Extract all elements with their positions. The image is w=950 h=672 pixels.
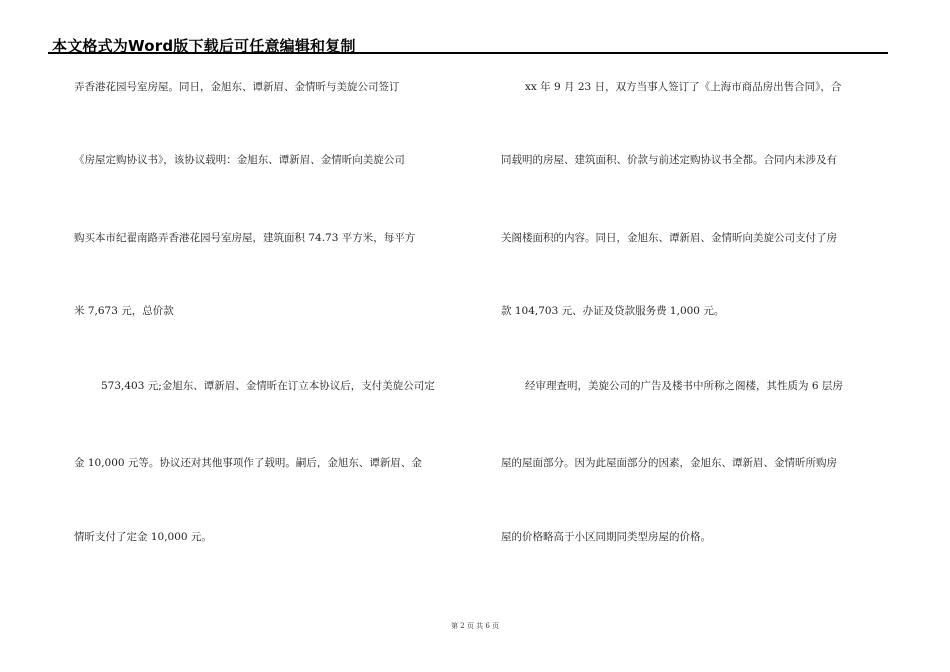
- text-line: xx 年 9 月 23 日，双方当事人签订了《上海市商品房出售合同》，合: [525, 81, 842, 93]
- text-line: 同载明的房屋、建筑面积、价款与前述定购协议书全都。合同内未涉及有: [501, 154, 837, 166]
- header-divider: [48, 52, 888, 54]
- text-line: 经审理查明，美旋公司的广告及楼书中所称之阁楼，其性质为 6 层房: [525, 380, 843, 392]
- text-line: 款 104,703 元、办证及贷款服务费 1,000 元。: [501, 305, 725, 317]
- text-line: 573,403 元;金旭东、谭新眉、金情昕在订立本协议后，支付美旋公司定: [101, 380, 435, 392]
- text-line: 屋的屋面部分。因为此屋面部分的因素，金旭东、谭新眉、金情昕所购房: [501, 457, 837, 469]
- text-line: 米 7,673 元，总价款: [74, 305, 174, 317]
- text-line: 关阁楼面积的内容。同日，金旭东、谭新眉、金情昕向美旋公司支付了房: [501, 232, 837, 244]
- page-number-footer: 第 2 页 共 6 页: [450, 622, 500, 630]
- document-header-title: 本文格式为Word版下载后可任意编辑和复制: [52, 37, 356, 55]
- text-line: 金 10,000 元等。协议还对其他事项作了载明。嗣后，金旭东、谭新眉、金: [74, 457, 422, 469]
- text-line: 购买本市纪翟南路弄香港花园号室房屋，建筑面积 74.73 平方米，每平方: [74, 232, 416, 244]
- text-line: 情昕支付了定金 10,000 元。: [74, 531, 212, 543]
- text-line: 弄香港花园号室房屋。同日，金旭东、谭新眉、金情昕与美旋公司签订: [74, 81, 400, 93]
- text-line: 屋的价格略高于小区同期同类型房屋的价格。: [501, 531, 711, 543]
- text-line: 《房屋定购协议书》，该协议载明：金旭东、谭新眉、金情昕向美旋公司: [74, 154, 405, 166]
